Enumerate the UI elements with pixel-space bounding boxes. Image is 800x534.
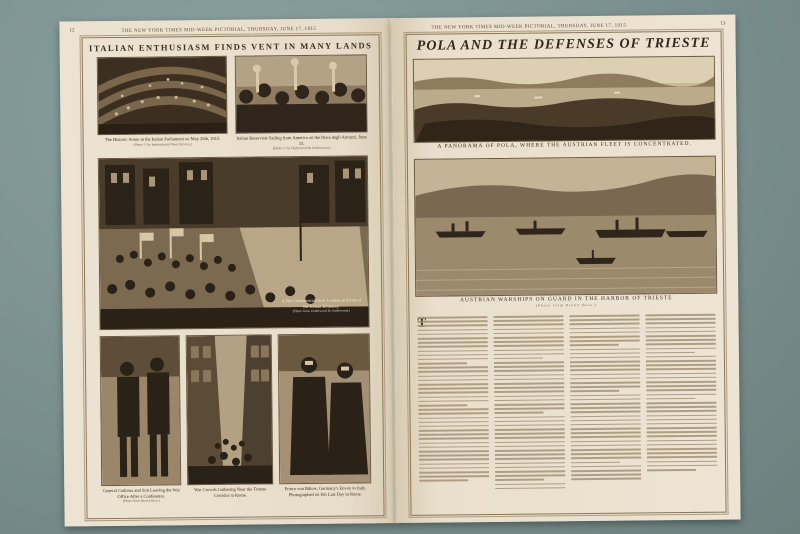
- reservists-image: [236, 55, 368, 133]
- right-running-head: THE NEW YORK TIMES MID-WEEK PICTORIAL, THURSDAY, JUNE 17, 1915: [431, 23, 627, 31]
- cadorna-image: [101, 336, 182, 486]
- photo-war-crowds-rome: [186, 334, 274, 485]
- photo-italian-parliament: [97, 56, 228, 135]
- caption-prince-von-bulow: Prince von Bülow, Germany's Envoy to Italy, Photographed on His Last Day in Rome.: [284, 485, 367, 497]
- parliament-image: [98, 57, 228, 135]
- warships-trieste-image: [415, 157, 717, 297]
- caption-italian-reservists: Italian Reservists Sailing from America on the Duca degli Abruzzi, June 15. (Photo © by Underwood & Underwood.): [236, 134, 367, 151]
- left-page: [59, 18, 396, 526]
- left-headline: ITALIAN ENTHUSIASM FINDS VENT IN MANY LANDS: [88, 40, 373, 54]
- right-headline: POLA AND THE DEFENSES OF TRIESTE: [416, 35, 711, 54]
- caption-war-crowds-rome: War Crowds Gathering Near the Tritone Corridor in Rome.: [194, 486, 267, 498]
- caption-general-cadorna: General Cadorna and Son Leaving the War Office After a Conference. (Photo from Brown Bros.): [102, 487, 180, 503]
- right-page-frame: [406, 31, 727, 516]
- article-column-1: [417, 316, 489, 507]
- photo-general-cadorna: [100, 335, 182, 486]
- article-column-2: [493, 315, 565, 506]
- photo-warships-trieste: [414, 156, 717, 297]
- article-dropcap: [417, 317, 429, 329]
- left-page-number: 12: [69, 28, 75, 34]
- pola-panorama-image: [414, 57, 716, 143]
- article-text: [417, 314, 717, 507]
- left-running-head: THE NEW YORK TIMES MID-WEEK PICTORIAL, THURSDAY, JUNE 17, 1915: [121, 26, 317, 34]
- right-page-number: 13: [720, 21, 726, 27]
- left-page-frame: [82, 34, 385, 519]
- caption-warships-trieste: AUSTRIAN WARSHIPS ON GUARD IN THE HARBOR OF TRIESTE (Photo from Brown Bros.): [459, 295, 673, 308]
- von-bulow-image: [279, 334, 372, 484]
- photo-panorama-pola: [413, 56, 716, 143]
- article-column-4: [645, 314, 717, 505]
- caption-italian-parliament: The Historic Scene in the Italian Parliament on May 20th, 1915. (Photo © by International News Service.): [104, 135, 221, 147]
- photo-italian-reservists: [235, 54, 368, 133]
- article-column-3: [569, 314, 641, 505]
- magazine-spread: [59, 14, 740, 526]
- caption-panorama-pola: A PANORAMA OF POLA, WHERE THE AUSTRIAN FLEET IS CONCENTRATED.: [437, 140, 692, 150]
- caption-london-demonstration: A War Demonstration in London in Front of the Italian Embassy. (Photo from Underwood & Underwood.): [281, 297, 362, 314]
- right-page: [391, 14, 740, 523]
- war-crowds-image: [187, 335, 274, 485]
- photo-prince-von-bulow: [278, 333, 372, 484]
